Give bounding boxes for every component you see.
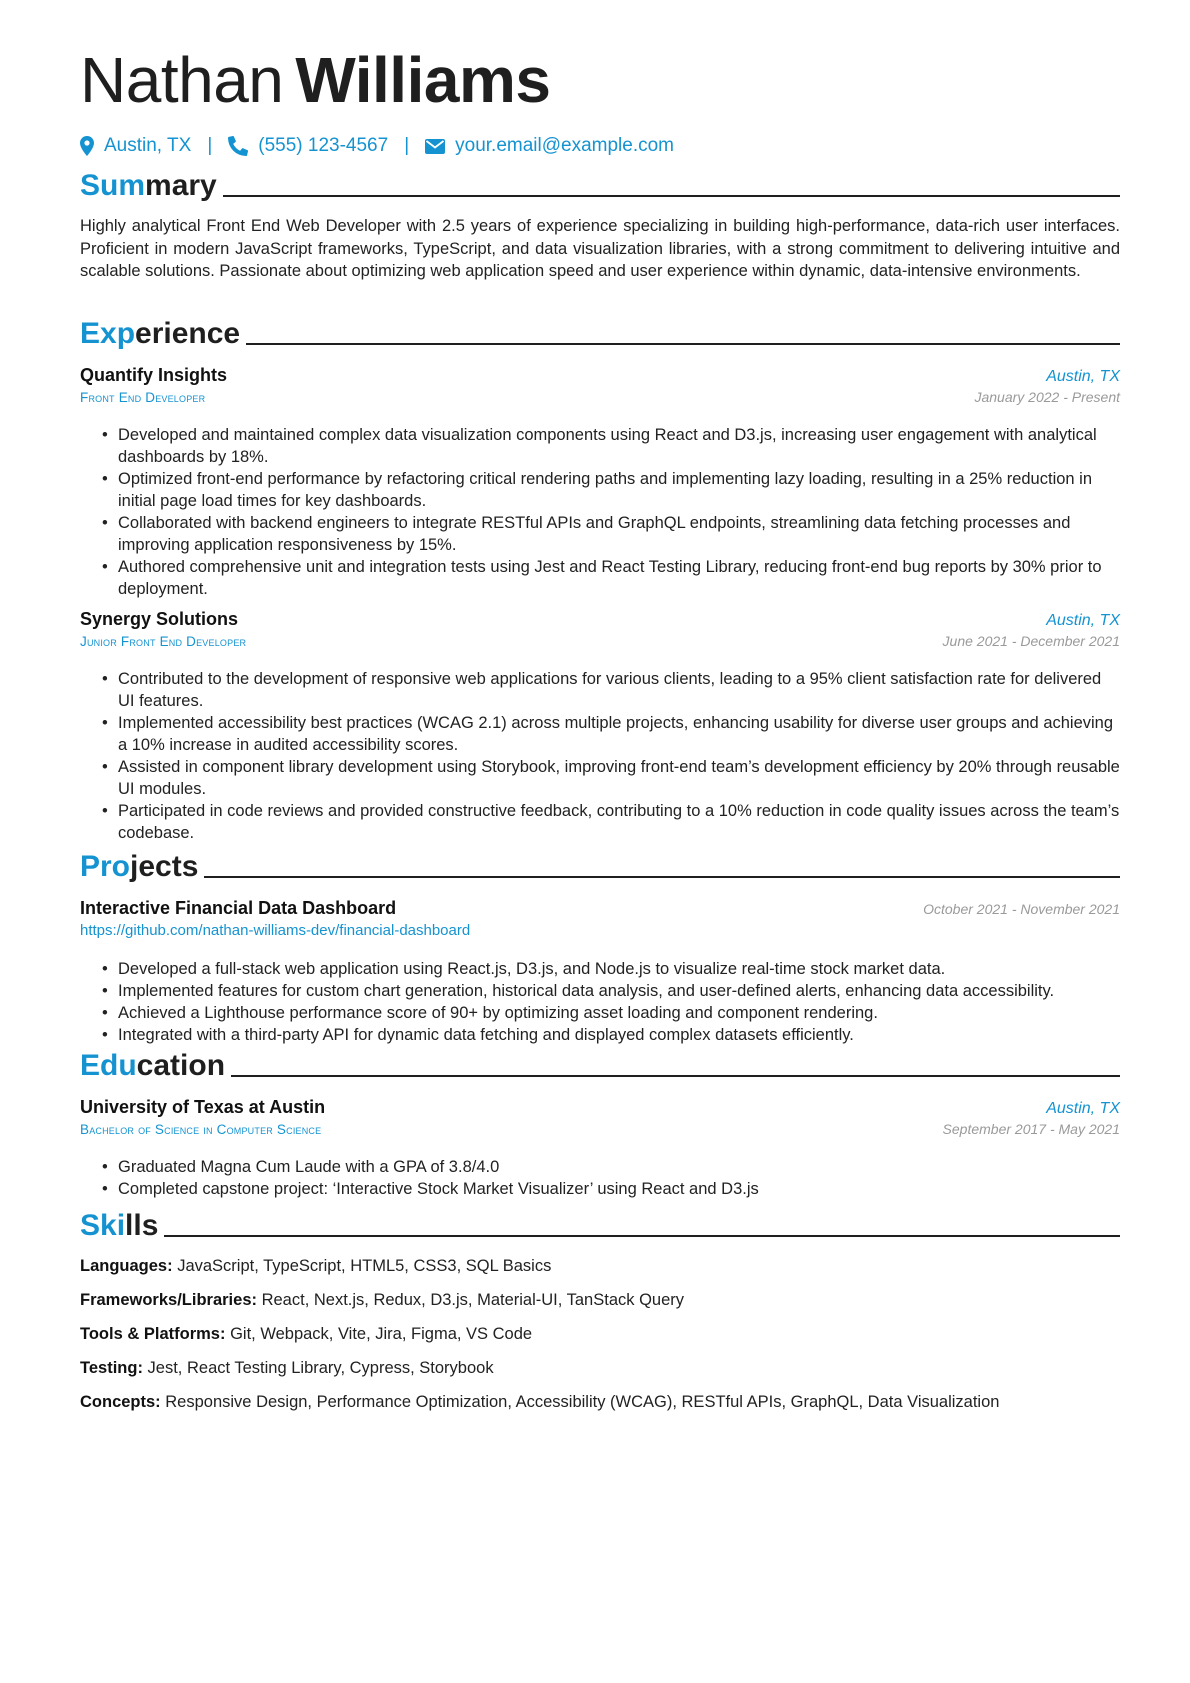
skill-value: Responsive Design, Performance Optimization, Accessibility (WCAG), RESTful APIs, GraphQL, Data Visualization (165, 1393, 1000, 1411)
contact-email[interactable]: your.email@example.com (455, 135, 674, 156)
list-item: • Assisted in component library development using Storybook, improving front-end team’s development efficiency by 20% through reusable UI modules. (102, 756, 1120, 800)
skill-value: JavaScript, TypeScript, HTML5, CSS3, SQL Basics (177, 1257, 552, 1275)
list-item: • Authored comprehensive unit and integration tests using Jest and React Testing Library, reducing front-end bug reports by 30% prior to deployment. (102, 556, 1120, 600)
list-item: • Developed and maintained complex data visualization components using React and D3.js, increasing user engagement with analytical dashboards by 18%. (102, 424, 1120, 468)
section-rule (231, 1075, 1120, 1077)
project-dates: October 2021 - November 2021 (923, 901, 1120, 917)
section-title: Education (80, 1049, 226, 1082)
job-entry (80, 607, 1120, 653)
skill-value: React, Next.js, Redux, D3.js, Material-UI, TanStack Query (261, 1291, 685, 1309)
summary-text: Highly analytical Front End Web Developer with 2.5 years of experience specializing in building high-performance, data-rich user interfaces. Proficient in modern JavaScript frameworks, TypeScript, and data visualization libraries, with a strong commitment to delivering intuitive and scalable solutions. Passionate about optimizing web application speed and user experience within dynamic, data-intensive environments. (80, 217, 1120, 280)
envelope-icon (425, 139, 445, 154)
contact-separator: | (207, 135, 213, 156)
skill-label: Testing: (80, 1359, 143, 1377)
degree-title: Bachelor of Science in Computer Science (80, 1122, 322, 1137)
job-dates: June 2021 - December 2021 (942, 633, 1120, 649)
section-rule (246, 343, 1120, 345)
skill-row (80, 1391, 999, 1413)
section-experience-heading (80, 316, 1120, 352)
list-item: • Implemented accessibility best practices (WCAG 2.1) across multiple projects, enhancing usability for diverse user groups and achieving a 10% increase in audited accessibility scores. (102, 712, 1120, 756)
company-name: Synergy Solutions (80, 609, 239, 629)
map-pin-icon (80, 136, 94, 156)
list-item: • Optimized front-end performance by refactoring critical rendering paths and implementing lazy loading, resulting in a 25% reduction in initial page load times for key dashboards. (102, 468, 1120, 512)
section-title: Experience (80, 317, 241, 350)
skill-row (80, 1357, 494, 1379)
job-title: Junior Front End Developer (80, 634, 247, 649)
list-item: • Completed capstone project: ‘Interactive Stock Market Visualizer’ using React and D3.js (102, 1178, 1120, 1200)
section-title: Skills (80, 1209, 159, 1242)
skill-label: Frameworks/Libraries: (80, 1291, 257, 1309)
section-rule (164, 1235, 1120, 1237)
education-entry (80, 1095, 1120, 1141)
section-education-heading (80, 1048, 1120, 1084)
section-summary-heading (80, 168, 1120, 204)
education-bullets (102, 1156, 1120, 1200)
contact-line (80, 133, 674, 159)
job-dates: January 2022 - Present (974, 389, 1120, 405)
list-item: • Implemented features for custom chart generation, historical data analysis, and user-defined alerts, enhancing data accessibility. (102, 980, 1120, 1002)
project-link[interactable]: https://github.com/nathan-williams-dev/financial-dashboard (80, 922, 471, 939)
project-bullets (102, 958, 1120, 1046)
job-location: Austin, TX (1046, 368, 1120, 385)
section-rule (223, 195, 1120, 197)
school-location: Austin, TX (1046, 1100, 1120, 1117)
contact-separator: | (404, 135, 410, 156)
skill-label: Concepts: (80, 1393, 161, 1411)
list-item: • Achieved a Lighthouse performance score of 90+ by optimizing asset loading and component rendering. (102, 1002, 1120, 1024)
job-entry (80, 363, 1120, 409)
project-name: Interactive Financial Data Dashboard (80, 898, 397, 918)
section-title: Projects (80, 850, 199, 883)
candidate-name (80, 44, 550, 116)
contact-location: Austin, TX (104, 135, 192, 156)
first-name: Nathan (80, 44, 284, 116)
job-bullets (102, 668, 1120, 844)
list-item: • Graduated Magna Cum Laude with a GPA of 3.8/4.0 (102, 1156, 1120, 1178)
skill-row (80, 1289, 684, 1311)
skill-value: Jest, React Testing Library, Cypress, Storybook (147, 1359, 494, 1377)
skill-label: Tools & Platforms: (80, 1325, 226, 1343)
job-location: Austin, TX (1046, 612, 1120, 629)
section-skills-heading (80, 1208, 1120, 1244)
school-name: University of Texas at Austin (80, 1097, 326, 1117)
skill-row (80, 1255, 551, 1277)
company-name: Quantify Insights (80, 365, 228, 385)
skill-row (80, 1323, 532, 1345)
list-item: • Participated in code reviews and provided constructive feedback, contributing to a 10% reduction in code quality issues across the team’s codebase. (102, 800, 1120, 844)
list-item: • Integrated with a third-party API for dynamic data fetching and displayed complex datasets efficiently. (102, 1024, 1120, 1046)
contact-phone[interactable]: (555) 123-4567 (258, 135, 389, 156)
phone-icon (228, 136, 248, 156)
skill-value: Git, Webpack, Vite, Jira, Figma, VS Code (230, 1325, 533, 1343)
job-bullets (102, 424, 1120, 600)
list-item: • Collaborated with backend engineers to integrate RESTful APIs and GraphQL endpoints, streamlining data fetching processes and improving application responsiveness by 15%. (102, 512, 1120, 556)
section-rule (204, 876, 1120, 878)
project-entry (80, 896, 1120, 942)
list-item: • Developed a full-stack web application using React.js, D3.js, and Node.js to visualize real-time stock market data. (102, 958, 1120, 980)
section-projects-heading (80, 849, 1120, 885)
section-title: Summary (80, 169, 217, 202)
skill-label: Languages: (80, 1257, 173, 1275)
last-name: Williams (295, 44, 551, 116)
job-title: Front End Developer (80, 390, 206, 405)
education-dates: September 2017 - May 2021 (942, 1121, 1120, 1137)
list-item: • Contributed to the development of responsive web applications for various clients, leading to a 95% client satisfaction rate for delivered UI features. (102, 668, 1120, 712)
